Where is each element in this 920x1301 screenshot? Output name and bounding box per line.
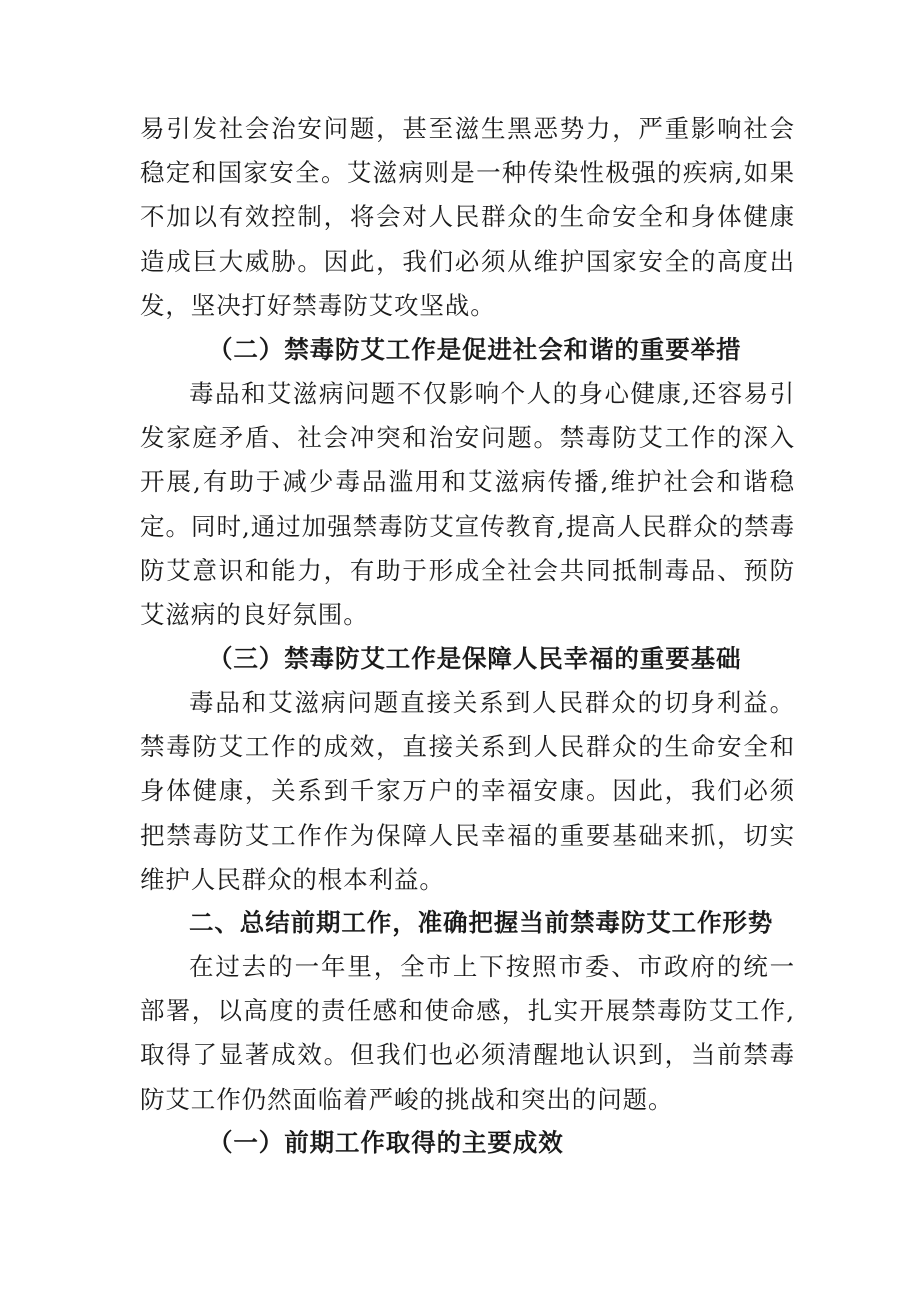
body-paragraph-summary: 在过去的一年里，全市上下按照市委、市政府的统一部署，以高度的责任感和使命感，扎实开展禁毒防艾工作,取得了显著成效。但我们也必须清醒地认识到，当前禁毒防艾工作仍然面临着严峻的挑战和突出的问题。: [140, 952, 795, 1114]
chapter-heading-summary: 二、总结前期工作，准确把握当前禁毒防艾工作形势: [189, 908, 774, 937]
section-heading-people-happiness: （三）禁毒防艾工作是保障人民幸福的重要基础: [208, 644, 742, 673]
body-paragraph-national-security: 易引发社会治安问题，甚至滋生黑恶势力，严重影响社会稳定和国家安全。艾滋病则是一种传染性极强的疾病,如果不加以有效控制，将会对人民群众的生命安全和身体健康造成巨大威胁。因此，我们必须从维护国家安全的高度出发，坚决打好禁毒防艾攻坚战。: [140, 114, 795, 320]
section-heading-social-harmony: （二）禁毒防艾工作是促进社会和谐的重要举措: [208, 335, 742, 364]
body-paragraph-people-happiness: 毒品和艾滋病问题直接关系到人民群众的切身利益。禁毒防艾工作的成效，直接关系到人民群众的生命安全和身体健康，关系到千家万户的幸福安康。因此，我们必须把禁毒防艾工作作为保障人民幸福的重要基础来抓，切实维护人民群众的根本利益。: [140, 688, 795, 894]
body-paragraph-social-harmony: 毒品和艾滋病问题不仅影响个人的身心健康,还容易引发家庭矛盾、社会冲突和治安问题。禁毒防艾工作的深入开展,有助于减少毒品滥用和艾滋病传播,维护社会和谐稳定。同时,通过加强禁毒防艾宣传教育,提高人民群众的禁毒防艾意识和能力，有助于形成全社会共同抵制毒品、预防艾滋病的良好氛围。: [140, 379, 795, 630]
section-heading-achievements: （一）前期工作取得的主要成效: [208, 1128, 564, 1157]
